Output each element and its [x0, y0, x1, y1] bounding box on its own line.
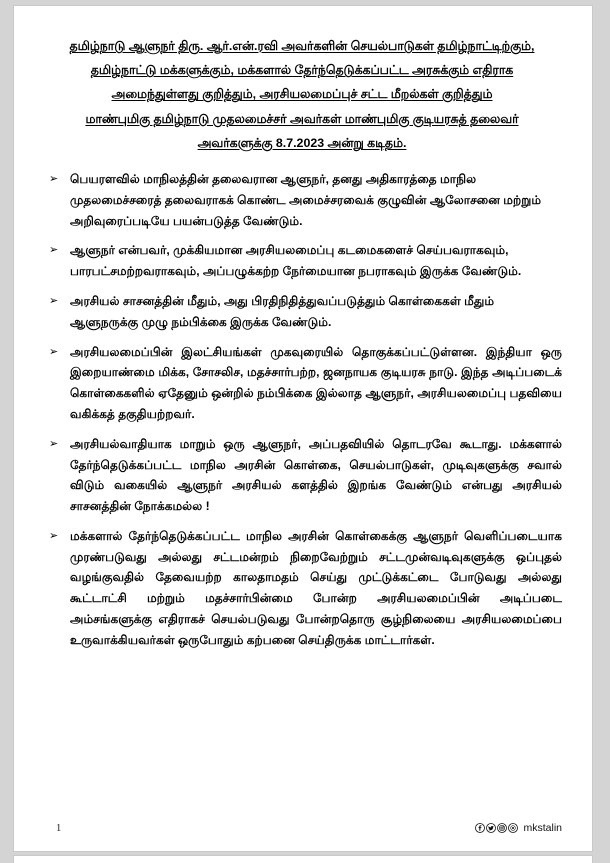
page-content	[14, 6, 592, 851]
heading-line-4: மாண்புமிகு தமிழ்நாடு முதலமைச்சர் அவர்கள் மாண்புமிகு குடியரசுத் தலைவர்	[85, 111, 519, 126]
arrow-bullet-icon: ➢	[49, 528, 59, 542]
list-item	[42, 434, 562, 517]
social-handle: mkstalin	[523, 822, 562, 834]
list-item-text: ஆளுநர் என்பவர், முக்கியமான அரசியலமைப்பு கடமைகளைச் செய்பவராகவும், பாரபட்சமற்றவராகவும், அப்பழுக்கற்ற நேர்மையான நபராகவும் இருக்க வேண்டும்.	[70, 243, 522, 279]
heading-line-5: அவர்களுக்கு 8.7.2023 அன்று கடிதம்.	[197, 135, 407, 150]
page-number: 1	[56, 822, 62, 834]
next-page-peek	[14, 856, 592, 863]
list-item-text: மக்களால் தேர்ந்தெடுக்கப்பட்ட மாநில அரசின் கொள்கைக்கு ஆளுநர் வெளிப்படையாக முரண்படுவது அல்லது சட்டமன்றம் நிறைவேற்றும் சட்டமுன்வடிவுகளுக்கு ஒப்புதல் வழங்குவதில் தேவையற்ற காலதாமதம் செய்து முட்டுக்கட்டை போடுவது அல்லது கூட்டாட்சி மற்றும் மதச்சார்பின்மை போன்ற அரசியலமைப்பின் அடிப்படை அம்சங்களுக்கு எதிராகச் செயல்படுவது போன்றதொரு சூழ்நிலையை அரசியலமைப்பை உருவாக்கியவர்கள் ஒருபோதும் கற்பனை செய்திருக்க மாட்டார்கள்.	[70, 528, 562, 647]
facebook-icon	[475, 823, 485, 833]
list-item-text: அரசியல் சாசனத்தின் மீதும், அது பிரதிநிதித்துவப்படுத்தும் கொள்கைகள் மீதும் ஆளுநருக்கு முழு நம்பிக்கை இருக்க வேண்டும்.	[70, 293, 495, 329]
social-icons	[475, 823, 518, 833]
document-heading	[42, 34, 562, 155]
arrow-bullet-icon: ➢	[49, 171, 59, 185]
list-item	[42, 291, 562, 333]
youtube-icon	[508, 823, 518, 833]
list-item	[42, 240, 562, 282]
document-page	[14, 6, 592, 851]
instagram-icon	[497, 823, 507, 833]
bullet-list	[42, 169, 562, 651]
arrow-bullet-icon: ➢	[49, 436, 59, 450]
arrow-bullet-icon: ➢	[49, 344, 59, 358]
arrow-bullet-icon: ➢	[49, 293, 59, 307]
list-item-text: பெயரளவில் மாநிலத்தின் தலைவரான ஆளுநர், தனது அதிகாரத்தை மாநில முதலமைச்சரைத் தலைவராகக் கொண்ட அமைச்சரவைக் குழுவின் ஆலோசனை மற்றும் அறிவுரைப்படியே பயன்படுத்த வேண்டும்.	[70, 171, 542, 228]
heading-line-1: தமிழ்நாடு ஆளுநர் திரு. ஆர்.என்.ரவி அவர்களின் செயல்பாடுகள் தமிழ்நாட்டிற்கும்,	[69, 39, 535, 53]
social-cluster	[475, 822, 562, 834]
heading-line-3: அமைந்துள்ளது குறித்தும், அரசியலமைப்புச் சட்ட மீறல்கள் குறித்தும்	[111, 87, 493, 102]
twitter-icon	[486, 823, 496, 833]
list-item-text: அரசியலமைப்பின் இலட்சியங்கள் முகவுரையில் தொகுக்கப்பட்டுள்ளன. இந்தியா ஒரு இறையாண்மை மிக்க, சோசலிச, மதச்சார்பற்ற, ஜனநாயக குடியரசு நாடு. இந்த அடிப்படைக் கொள்கைகளில் ஏதேனும் ஒன்றில் நம்பிக்கை இல்லாத ஆளுநர், அரசியலமைப்பு பதவியை வகிக்கத் தகுதியற்றவர்.	[70, 344, 562, 421]
list-item	[42, 342, 562, 425]
page-footer	[42, 819, 562, 837]
list-item	[42, 169, 562, 231]
arrow-bullet-icon: ➢	[49, 243, 59, 257]
list-item	[42, 526, 562, 651]
heading-line-2: தமிழ்நாட்டு மக்களுக்கும், மக்களால் தேர்ந்தெடுக்கப்பட்ட அரசுக்கும் எதிராக	[90, 63, 514, 78]
list-item-text: அரசியல்வாதியாக மாறும் ஒரு ஆளுநர், அப்பதவியில் தொடரவே கூடாது. மக்களால் தேர்ந்தெடுக்கப்பட்ட மாநில அரசின் கொள்கை, செயல்பாடுகள், முடிவுகளுக்கு சவால் விடும் வகையில் ஆளுநர் அரசியல் களத்தில் இறங்க வேண்டும் என்பது அரசியல் சாசனத்தின் நோக்கமல்ல !	[70, 436, 562, 514]
